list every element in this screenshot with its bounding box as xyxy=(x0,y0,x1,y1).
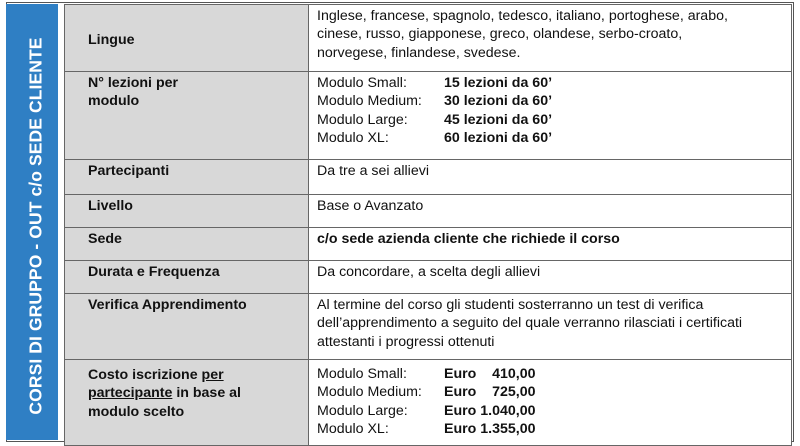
lingue-line-1: Inglese, francese, spagnolo, tedesco, italiano, portoghese, arabo, xyxy=(317,8,728,24)
costo-label-part1: Costo iscrizione xyxy=(88,367,202,383)
table-row xyxy=(65,294,792,360)
value-partecipanti: Da tre a sei allievi xyxy=(309,160,792,195)
verifica-line-2: dell’apprendimento a seguito del quale verranno rilasciati i certificati xyxy=(317,315,743,332)
costo-label-per: per xyxy=(201,367,224,383)
module-price: Euro 1.355,00 xyxy=(444,421,536,438)
course-info-table xyxy=(64,4,792,446)
value-durata: Da concordare, a scelta degli allievi xyxy=(309,261,792,294)
module-name: Modulo XL: xyxy=(317,130,389,147)
module-lessons: 30 lezioni da 60’ xyxy=(444,93,553,110)
verifica-line-3: attestanti i progressi ottenuti xyxy=(317,333,495,350)
module-lessons: 45 lezioni da 60’ xyxy=(444,111,553,128)
module-price: Euro 1.040,00 xyxy=(444,402,536,419)
table-row xyxy=(65,195,792,228)
value-livello: Base o Avanzato xyxy=(309,195,792,228)
module-row xyxy=(317,74,785,92)
table-row xyxy=(65,72,792,160)
cost-row xyxy=(317,420,785,438)
value-lingue xyxy=(309,5,792,72)
module-name: Modulo Medium: xyxy=(317,93,422,110)
module-name: Modulo Small: xyxy=(317,75,407,91)
module-price: Euro 725,00 xyxy=(444,384,536,401)
table-row xyxy=(65,228,792,261)
value-costo xyxy=(309,360,792,446)
value-verifica xyxy=(309,294,792,360)
cost-row xyxy=(317,383,785,401)
table-row xyxy=(65,5,792,72)
module-row xyxy=(317,111,785,129)
table-row xyxy=(65,360,792,446)
label-sede: Sede xyxy=(65,228,309,261)
module-name: Modulo Small: xyxy=(317,366,407,382)
costo-label-part2: in base al xyxy=(172,385,241,402)
label-lingue: Lingue xyxy=(65,5,309,72)
table-row xyxy=(65,160,792,195)
module-name: Modulo Large: xyxy=(317,402,408,419)
module-price: Euro 410,00 xyxy=(444,366,536,382)
module-name: Modulo Medium: xyxy=(317,384,422,401)
table-row xyxy=(65,261,792,294)
module-lessons: 15 lezioni da 60’ xyxy=(444,75,553,91)
label-durata: Durata e Frequenza xyxy=(65,261,309,294)
label-verifica: Verifica Apprendimento xyxy=(65,294,309,360)
module-row xyxy=(317,129,785,147)
sidebar-title: CORSI DI GRUPPO - OUT c/o SEDE CLIENTE xyxy=(25,37,46,415)
cost-row xyxy=(317,402,785,420)
costo-label-partecipante: partecipante xyxy=(88,385,173,402)
cost-row xyxy=(317,365,785,383)
costo-label-line-2 xyxy=(88,384,302,402)
costo-label-line-3: modulo scelto xyxy=(88,403,185,420)
label-lezioni xyxy=(65,72,309,160)
module-row xyxy=(317,92,785,110)
label-partecipanti: Partecipanti xyxy=(65,160,309,195)
lezioni-label-line-2: modulo xyxy=(88,93,140,110)
value-lezioni xyxy=(309,72,792,160)
module-name: Modulo XL: xyxy=(317,421,389,438)
sidebar-band xyxy=(6,4,58,440)
module-name: Modulo Large: xyxy=(317,111,408,128)
lingue-line-2: cinese, russo, giapponese, greco, olandese, serbo-croato, xyxy=(317,26,683,43)
label-costo xyxy=(65,360,309,446)
costo-label-line-1 xyxy=(88,366,302,384)
verifica-line-1: Al termine del corso gli studenti sosterranno un test di verifica xyxy=(317,297,704,313)
label-livello: Livello xyxy=(65,195,309,228)
lingue-line-3: norvegese, finlandese, svedese. xyxy=(317,44,521,61)
value-sede: c/o sede azienda cliente che richiede il corso xyxy=(309,228,792,261)
module-lessons: 60 lezioni da 60’ xyxy=(444,130,553,147)
lezioni-label-line-1: N° lezioni per xyxy=(88,75,179,91)
